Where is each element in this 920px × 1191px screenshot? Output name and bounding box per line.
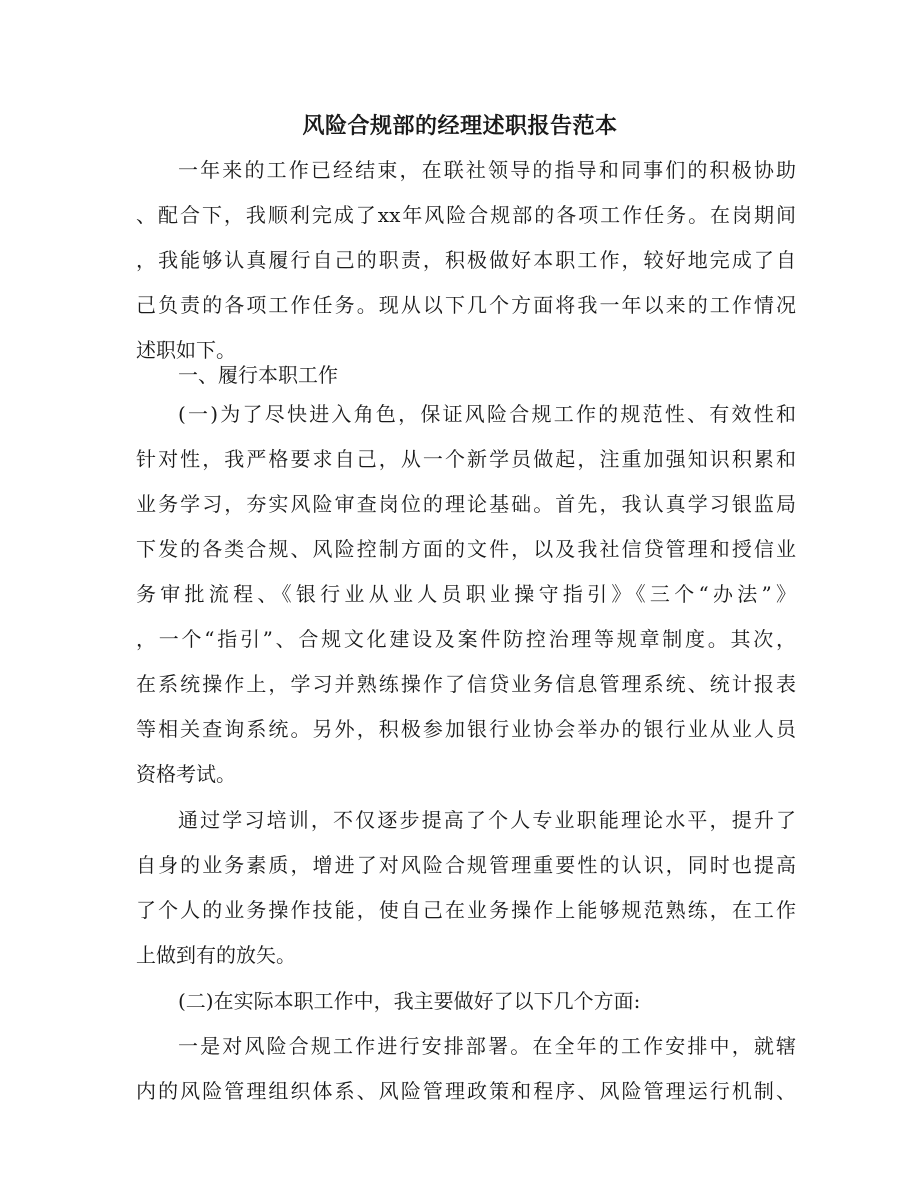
text-line: 述职如下。 (136, 338, 236, 362)
text-line: 在系统操作上，学习并熟练操作了信贷业务信息管理系统、统计报表 (136, 672, 796, 696)
text-line: 自身的业务素质，增进了对风险合规管理重要性的认识，同时也提高 (136, 853, 796, 877)
text-line: 业务学习，夯实风险审查岗位的理论基础。首先，我认真学习银监局 (136, 492, 796, 516)
text-line: 针对性，我严格要求自己，从一个新学员做起，注重加强知识积累和 (136, 447, 796, 471)
text-line: 等相关查询系统。另外，积极参加银行业协会举办的银行业从业人员 (136, 717, 796, 741)
text-line: 务审批流程、《银行业从业人员职业操守指引》《三个“办法”》 (136, 582, 796, 606)
text-line: 下发的各类合规、风险控制方面的文件，以及我社信贷管理和授信业 (136, 537, 796, 561)
section-heading: 一、履行本职工作 (178, 363, 338, 387)
text-line: 、配合下，我顺利完成了xx年风险合规部的各项工作任务。在岗期间 (136, 203, 796, 227)
text-line: (一)为了尽快进入角色，保证风险合规工作的规范性、有效性和 (178, 402, 796, 426)
text-line: 一年来的工作已经结束，在联社领导的指导和同事们的积极协助 (178, 158, 796, 182)
text-line: ，我能够认真履行自己的职责，积极做好本职工作，较好地完成了自 (136, 248, 796, 272)
text-line: 上做到有的放矢。 (136, 943, 296, 967)
text-line: 资格考试。 (136, 762, 236, 786)
text-line: 己负责的各项工作任务。现从以下几个方面将我一年以来的工作情况 (136, 293, 796, 317)
text-line: 通过学习培训，不仅逐步提高了个人专业职能理论水平，提升了 (178, 808, 796, 832)
document-title: 风险合规部的经理述职报告范本 (302, 113, 618, 139)
text-line: 一是对风险合规工作进行安排部署。在全年的工作安排中，就辖 (178, 1034, 796, 1058)
text-line: 了个人的业务操作技能，使自己在业务操作上能够规范熟练，在工作 (136, 898, 796, 922)
section-heading: (二)在实际本职工作中，我主要做好了以下几个方面: (178, 989, 641, 1013)
text-line: ，一个“指引”、合规文化建设及案件防控治理等规章制度。其次， (136, 627, 796, 651)
text-line: 内的风险管理组织体系、风险管理政策和程序、风险管理运行机制、 (136, 1079, 796, 1103)
